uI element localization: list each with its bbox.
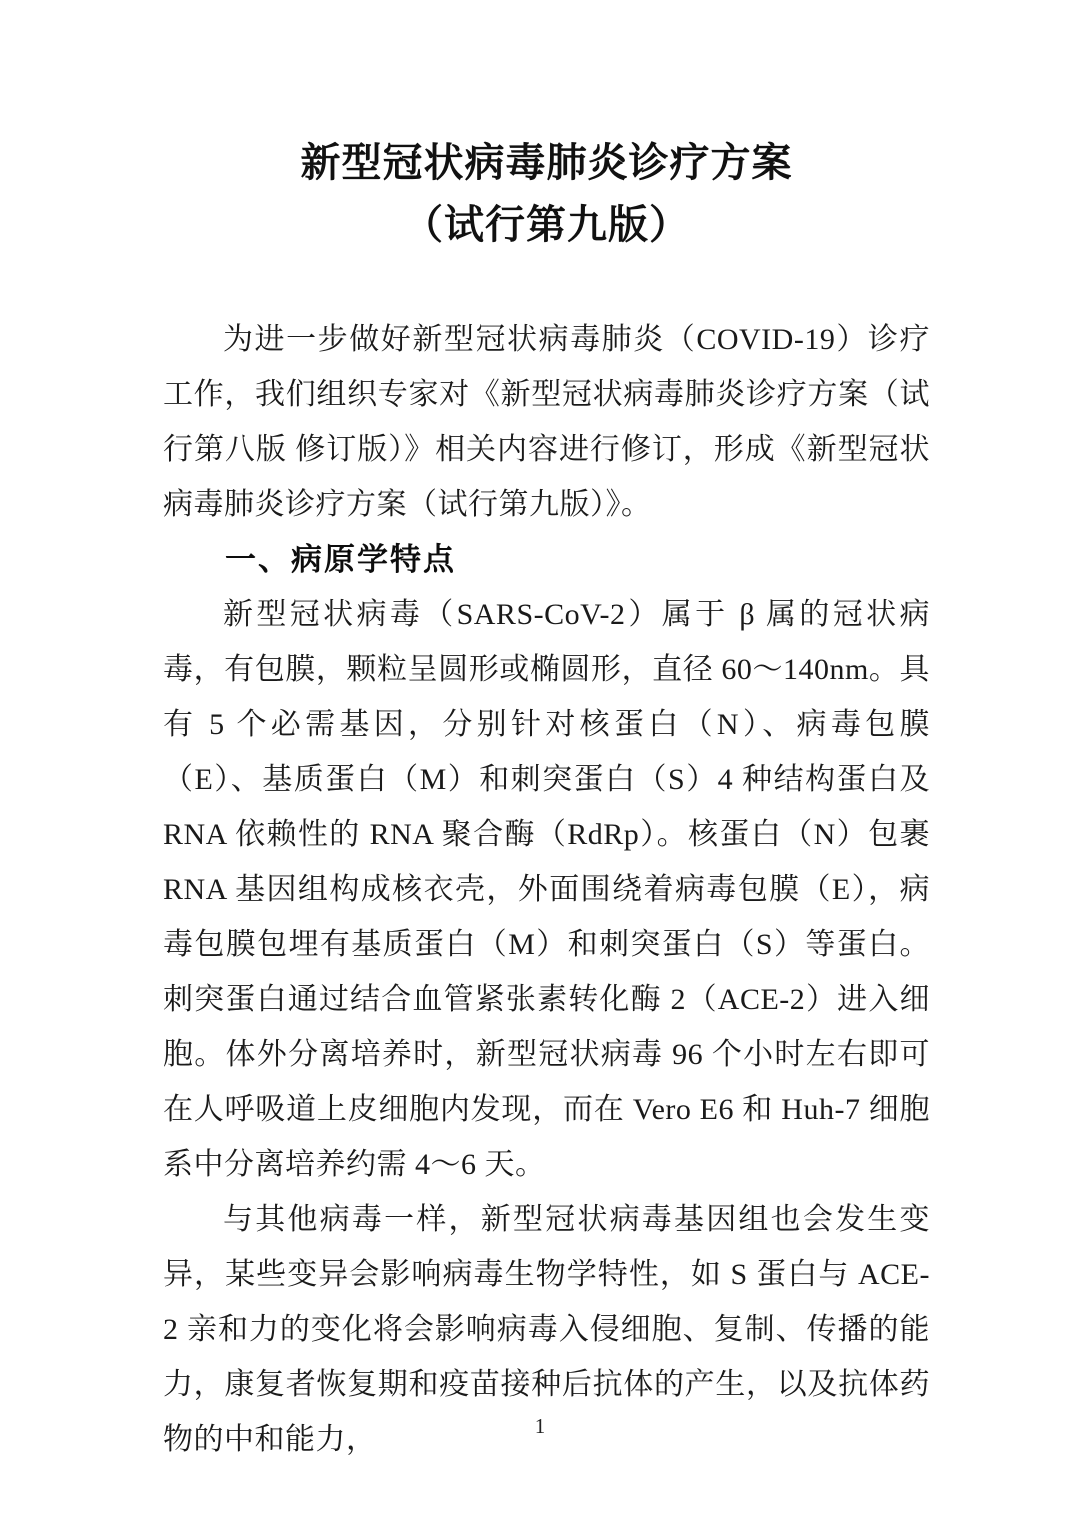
page-number: 1 [534,1414,546,1438]
body-paragraph: 与其他病毒一样，新型冠状病毒基因组也会发生变异，某些变异会影响病毒生物学特性，如 S 蛋白与 ACE-2 亲和力的变化将会影响病毒入侵细胞、复制、传播的能力，康复者恢复期和疫苗接种后抗体的产生，以及抗体药物的中和能力， [163,1203,930,1456]
document-title-line1: 新型冠状病毒肺炎诊疗方案 [300,140,793,185]
section-heading-pathogen-characteristics: 一、病原学特点 [225,542,456,577]
document-title-line2: （试行第九版） [403,202,690,247]
intro-paragraph: 为进一步做好新型冠状病毒肺炎（COVID-19）诊疗工作，我们组织专家对《新型冠状病毒肺炎诊疗方案（试行第八版 修订版）》相关内容进行修订，形成《新型冠状病毒肺炎诊疗方案（试行第九版）》。 [163,323,930,521]
body-paragraph: 新型冠状病毒（SARS-CoV-2）属于 β 属的冠状病毒，有包膜，颗粒呈圆形或椭圆形，直径 60～140nm。具有 5 个必需基因，分别针对核蛋白（N）、病毒包膜（E）、基质蛋白（M）和刺突蛋白（S）4 种结构蛋白及 RNA 依赖性的 RNA 聚合酶（RdRp）。核蛋白（N）包裹 RNA 基因组构成核衣壳，外面围绕着病毒包膜（E），病毒包膜包埋有基质蛋白（M）和刺突蛋白（S）等蛋白。刺突蛋白通过结合血管紧张素转化酶 2（ACE-2）进入细胞。体外分离培养时，新型冠状病毒 96 个小时左右即可在人呼吸道上皮细胞内发现，而在 Vero E6 和 Huh-7 细胞系中分离培养约需 4～6 天。 [163,598,930,1181]
document-title [163,132,930,256]
document-body [163,312,930,1467]
